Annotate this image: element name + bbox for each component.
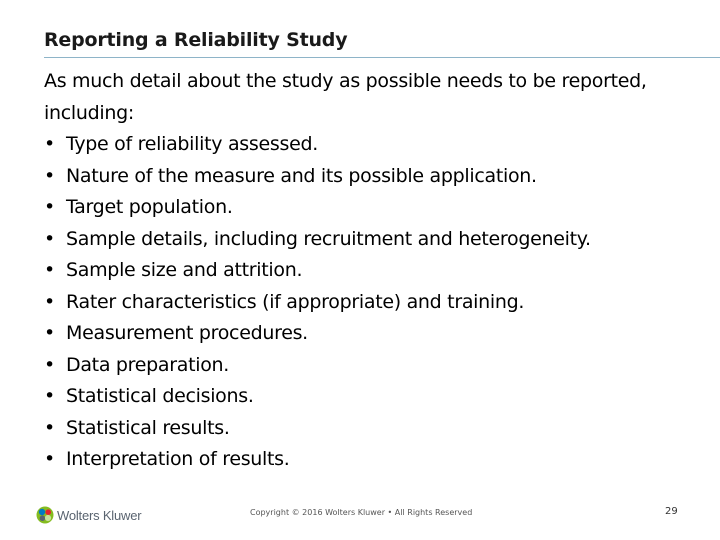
bullet-item [44,161,704,193]
bullet-list [44,129,704,476]
bullet-item [44,129,704,161]
wolters-kluwer-logo-icon [36,506,54,524]
intro-paragraph [44,66,704,129]
bullet-text: Interpretation of results. [66,448,290,470]
bullet-text: Sample size and attrition. [66,259,303,281]
bullet-text: Measurement procedures. [66,322,308,344]
bullet-text: Target population. [66,196,233,218]
bullet-icon: • [44,227,55,250]
bullet-text: Sample details, including recruitment and heterogeneity. [66,227,591,250]
bullet-text: Nature of the measure and its possible application. [66,164,537,187]
bullet-icon: • [44,322,55,344]
bullet-icon: • [44,353,55,376]
bullet-item [44,287,704,319]
bullet-item [44,350,704,382]
bullet-icon: • [44,133,55,155]
logo-wordmark: Wolters Kluwer [57,507,142,523]
bullet-item [44,381,704,413]
slide-body [44,66,704,476]
bullet-item [44,255,704,287]
copyright-notice: Copyright © 2016 Wolters Kluwer • All Rights Reserved [250,508,473,517]
bullet-item [44,444,704,476]
title-divider [44,57,720,58]
bullet-text: Data preparation. [66,353,230,376]
bullet-text: Statistical decisions. [66,385,254,407]
bullet-icon: • [44,259,55,281]
wolters-kluwer-logo [36,505,141,525]
bullet-icon: • [44,385,55,407]
bullet-icon: • [44,290,55,313]
bullet-item [44,192,704,224]
bullet-item [44,318,704,350]
bullet-text: Rater characteristics (if appropriate) and training. [66,290,525,313]
bullet-text: Type of reliability assessed. [66,133,318,155]
intro-line-1: As much detail about the study as possible needs to be reported, [44,70,647,92]
bullet-icon: • [44,196,55,218]
bullet-text: Statistical results. [66,416,230,439]
slide-title: Reporting a Reliability Study [44,29,348,51]
bullet-item [44,413,704,445]
bullet-icon: • [44,416,55,439]
bullet-icon: • [44,448,55,470]
intro-line-2: including: [44,101,134,124]
bullet-icon: • [44,164,55,187]
bullet-item [44,224,704,256]
page-number: 29 [665,506,678,517]
